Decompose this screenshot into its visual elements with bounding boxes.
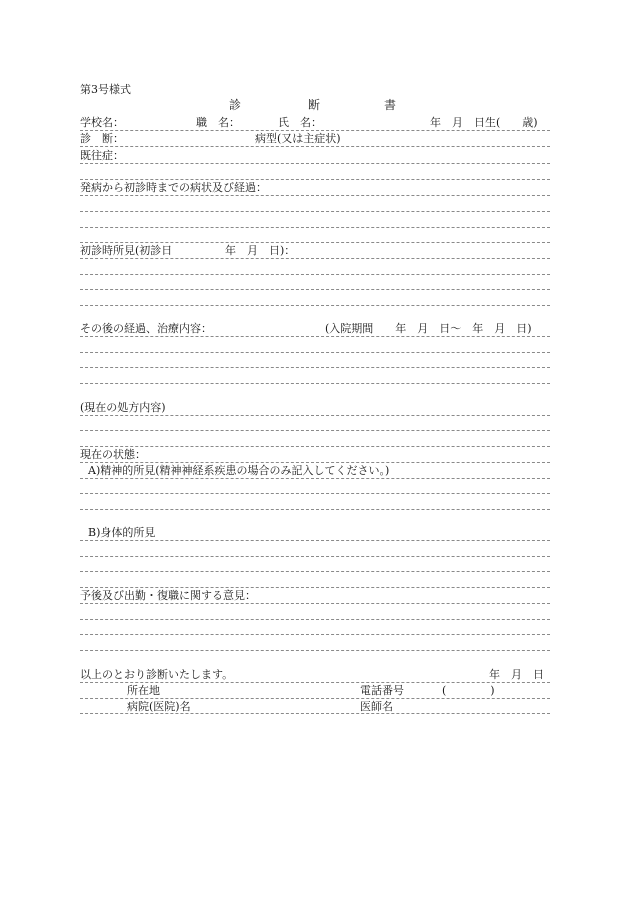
- line-diagnosis: [80, 146, 550, 147]
- name-label: 氏 名：: [278, 116, 322, 129]
- title-char-3: 書: [384, 98, 397, 112]
- line-blank: [80, 352, 550, 353]
- phone-label: 電話番号: [360, 684, 404, 697]
- doctor-label: 医師名: [360, 700, 393, 713]
- mental-findings-label: A)精神的所見(精神神経系疾患の場合のみ記入してください。): [88, 464, 390, 477]
- line-blank: [80, 179, 550, 180]
- hospital-period: (入院期間 年 月 日〜 年 月 日): [325, 322, 532, 335]
- line-blank: [80, 619, 550, 620]
- initial-findings-label: 初診時所見(初診日: [80, 244, 173, 257]
- job-label: 職 名：: [196, 116, 240, 129]
- certification-statement: 以上のとおり診断いたします。: [80, 668, 234, 681]
- line-blank: [80, 274, 550, 275]
- treatment-label: その後の経過、治療内容：: [80, 322, 212, 335]
- course-label: 発病から初診時までの病状及び経過：: [80, 181, 267, 194]
- line-blank: [80, 211, 550, 212]
- form-number: 第3号様式: [80, 83, 131, 96]
- physical-findings-label: B)身体的所見: [88, 526, 156, 539]
- title-char-2: 断: [308, 98, 321, 112]
- line-physical-findings: [80, 540, 550, 541]
- hospital-label: 病院(医院)名: [127, 700, 191, 713]
- line-blank: [80, 556, 550, 557]
- phone-field: ( ): [442, 684, 495, 697]
- line-blank: [80, 289, 550, 290]
- certification-date: 年 月 日: [489, 668, 544, 681]
- disease-type-label: 病型(又は主症状): [255, 132, 341, 145]
- line-blank: [80, 493, 550, 494]
- school-label: 学校名：: [80, 116, 124, 129]
- line-blank: [80, 446, 550, 447]
- line-blank: [80, 305, 550, 306]
- line-treatment: [80, 336, 550, 337]
- line-blank: [80, 227, 550, 228]
- line-prescription: [80, 415, 550, 416]
- initial-visit-date: 年 月 日)：: [225, 244, 296, 257]
- past-history-label: 既往症：: [80, 149, 124, 162]
- document-title: [229, 99, 399, 113]
- line-blank: [80, 650, 550, 651]
- line-mental-findings: [80, 478, 550, 479]
- line-blank: [80, 242, 550, 243]
- line-address: [80, 698, 550, 699]
- address-label: 所在地: [127, 684, 160, 697]
- line-hospital: [80, 713, 550, 714]
- line-blank: [80, 571, 550, 572]
- line-past-history: [80, 163, 550, 164]
- line-course: [80, 195, 550, 196]
- title-char-1: 診: [229, 98, 242, 112]
- line-blank: [80, 587, 550, 588]
- birth-date-field: 年 月 日生( 歳): [430, 116, 538, 129]
- line-blank: [80, 430, 550, 431]
- line-blank: [80, 367, 550, 368]
- line-blank: [80, 634, 550, 635]
- line-current-state: [80, 462, 550, 463]
- prescription-label: (現在の処方内容): [80, 401, 166, 414]
- line-blank: [80, 383, 550, 384]
- line-blank: [80, 509, 550, 510]
- line-school: [80, 130, 550, 131]
- diagnosis-label: 診 断：: [80, 132, 124, 145]
- line-certification: [80, 682, 550, 683]
- line-initial-findings: [80, 258, 550, 259]
- prognosis-label: 予後及び出勤・復職に関する意見：: [80, 589, 256, 602]
- line-prognosis: [80, 603, 550, 604]
- current-state-label: 現在の状態：: [80, 448, 146, 461]
